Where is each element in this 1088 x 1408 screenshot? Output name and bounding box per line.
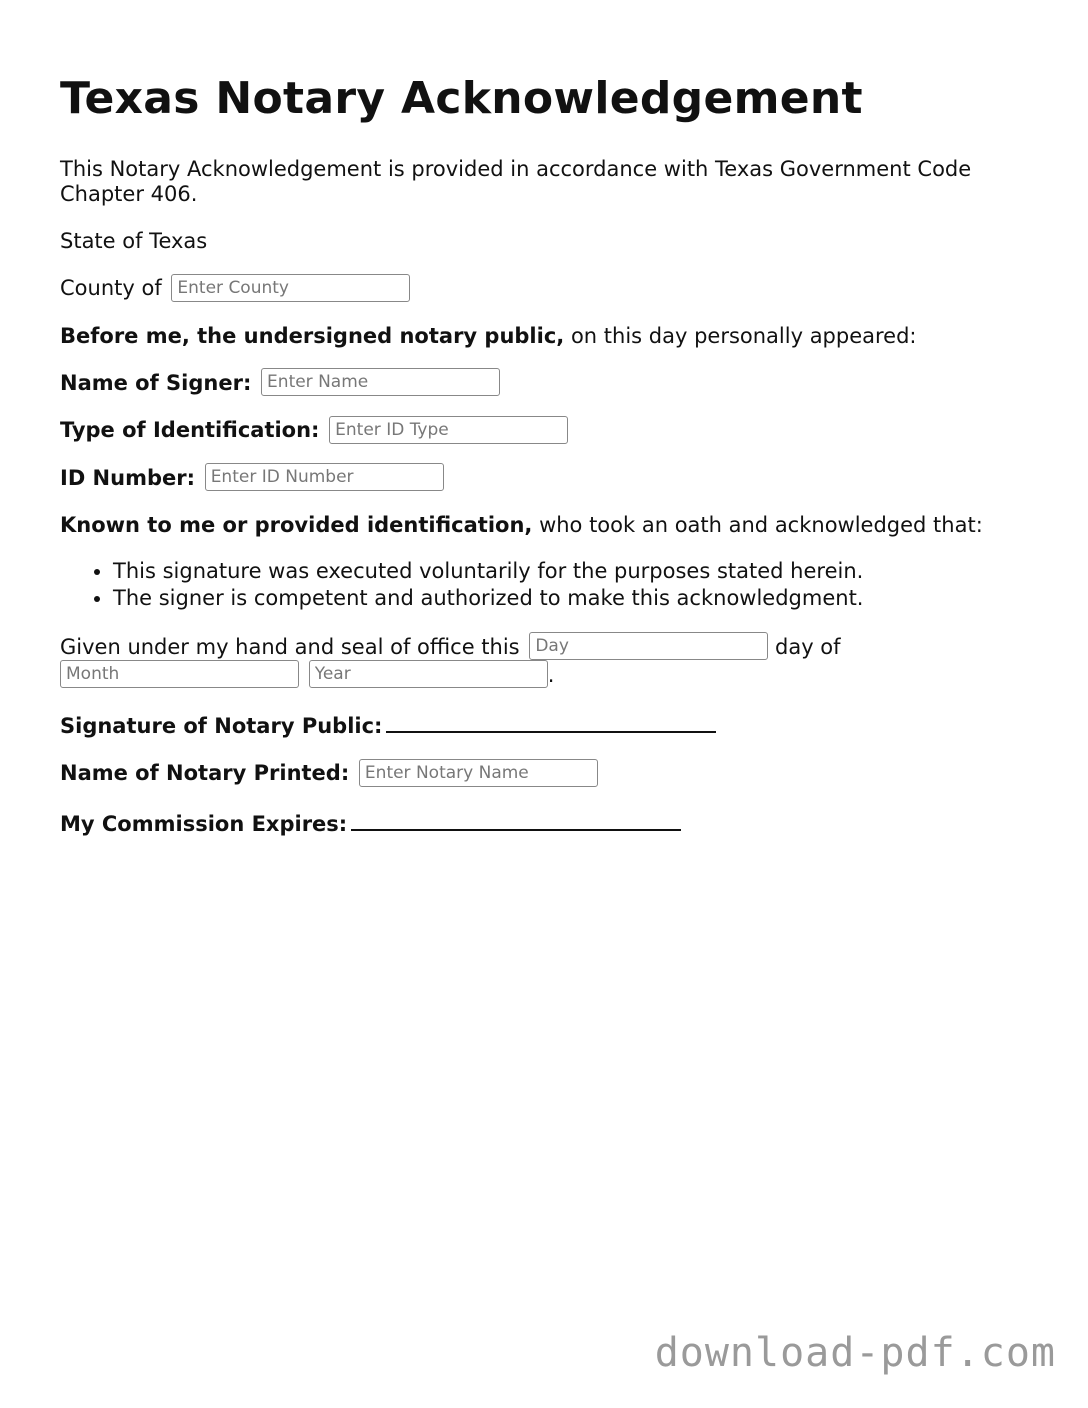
county-label: County of bbox=[60, 276, 162, 301]
notary-signature-row bbox=[60, 711, 1040, 739]
list-item: • This signature was executed voluntarily for the purposes stated herein. bbox=[113, 559, 1040, 584]
commission-expires-line[interactable] bbox=[351, 809, 681, 831]
id-type-input[interactable] bbox=[329, 416, 568, 444]
notary-name-row bbox=[60, 761, 1040, 787]
page-title: Texas Notary Acknowledgement bbox=[60, 73, 863, 124]
known-statement bbox=[60, 513, 1040, 538]
notary-name-label: Name of Notary Printed: bbox=[60, 761, 350, 786]
notary-name-input[interactable] bbox=[359, 759, 598, 787]
acknowledgment-list bbox=[60, 559, 1040, 611]
state-line: State of Texas bbox=[60, 228, 208, 253]
id-type-label: Type of Identification: bbox=[60, 418, 320, 443]
appearance-rest: on this day personally appeared: bbox=[564, 323, 917, 348]
id-number-label: ID Number: bbox=[60, 465, 195, 490]
commission-label: My Commission Expires: bbox=[60, 811, 348, 836]
commission-row bbox=[60, 809, 1040, 837]
list-item: • The signer is competent and authorized to make this acknowledgment. bbox=[113, 586, 1040, 611]
month-input[interactable] bbox=[60, 660, 299, 688]
known-rest: who took an oath and acknowledged that: bbox=[532, 513, 983, 538]
given-suffix: . bbox=[547, 662, 555, 687]
intro-text: This Notary Acknowledgement is provided in accordance with Texas Government Code Chapter 406. bbox=[60, 156, 972, 206]
watermark: download-pdf.com bbox=[654, 1330, 1056, 1376]
appearance-bold: Before me, the undersigned notary public, bbox=[60, 323, 565, 348]
notary-signature-label: Signature of Notary Public: bbox=[60, 713, 383, 738]
county-row bbox=[60, 276, 1040, 302]
signer-name-label: Name of Signer: bbox=[60, 370, 252, 395]
notary-signature-line[interactable] bbox=[386, 711, 716, 733]
known-bold: Known to me or provided identification, bbox=[60, 513, 533, 538]
id-type-row bbox=[60, 418, 1040, 444]
year-input[interactable] bbox=[309, 660, 548, 688]
county-input[interactable] bbox=[171, 274, 410, 302]
appearance-statement bbox=[60, 324, 1040, 349]
id-number-input[interactable] bbox=[205, 463, 444, 491]
signer-name-row bbox=[60, 371, 1040, 397]
given-under-hand-row bbox=[60, 633, 1040, 689]
day-input[interactable] bbox=[529, 632, 768, 660]
given-middle: day of bbox=[775, 634, 841, 659]
signer-name-input[interactable] bbox=[261, 368, 500, 396]
notary-form bbox=[60, 74, 1040, 859]
id-number-row bbox=[60, 466, 1040, 492]
given-prefix: Given under my hand and seal of office this bbox=[60, 634, 520, 659]
